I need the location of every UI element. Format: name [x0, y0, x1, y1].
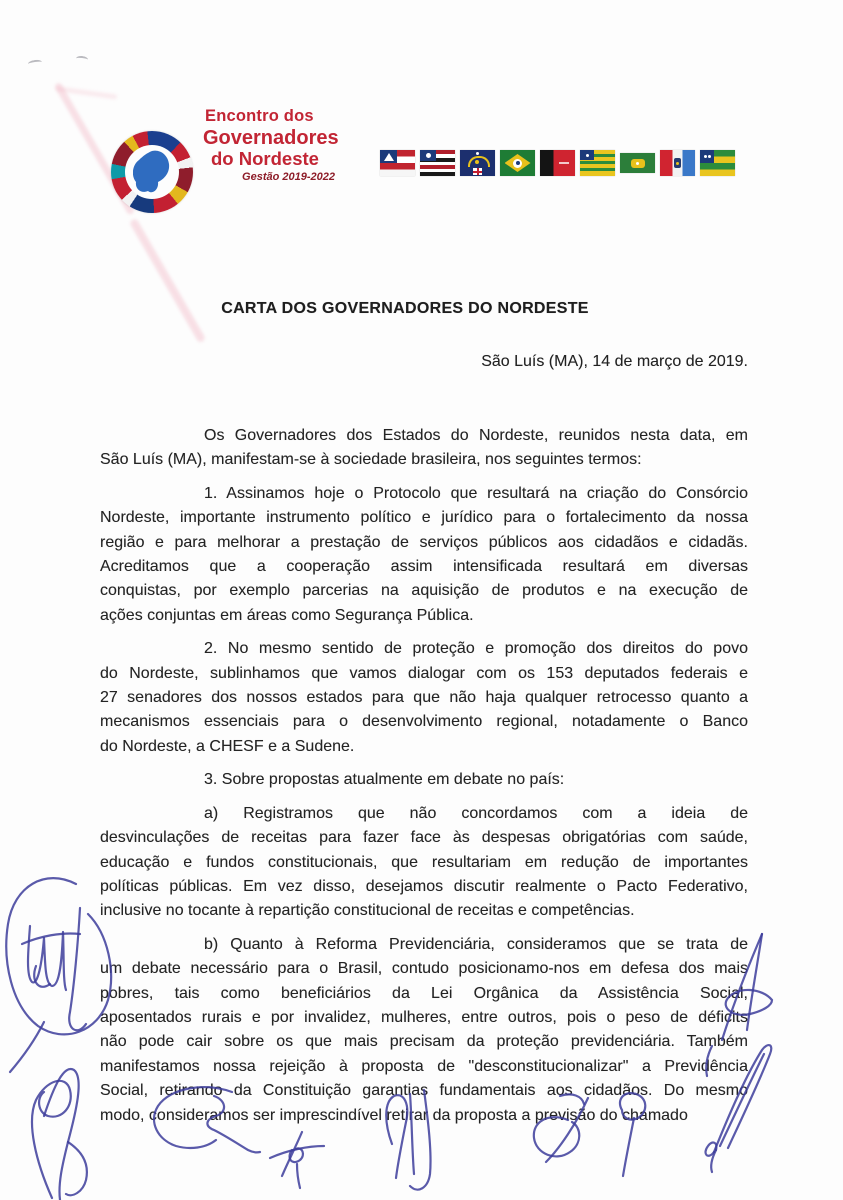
paragraph-intro — [100, 424, 748, 473]
text-line: São Luís (MA), manifestam-se à sociedade brasileira, nos seguintes termos: — [100, 451, 642, 469]
scan-speck — [76, 55, 89, 62]
text-line: Social, retirando da Constituição garantias fundamentais aos cidadãos. Do mesmo — [100, 1082, 748, 1100]
dateline: São Luís (MA), 14 de março de 2019. — [481, 353, 748, 370]
scan-speck — [28, 59, 43, 67]
text-line: conquistas, por exemplo parcerias na aquisição de produtos e na execução de — [100, 582, 748, 600]
page-title: CARTA DOS GOVERNADORES DO NORDESTE — [221, 300, 589, 317]
flag-piaui-icon — [580, 150, 615, 176]
text-line: b) Quanto à Reforma Previdenciária, consideramos que se trata de — [204, 935, 748, 953]
flag-sergipe-icon — [700, 150, 735, 176]
text-line: ações conjuntas em áreas como Segurança Pública. — [100, 606, 474, 624]
paragraph-item-3b — [100, 933, 748, 1128]
text-line: do Nordeste, a CHESF e a Sudene. — [100, 737, 355, 755]
letter-body — [100, 424, 748, 1137]
northeast-map-icon — [133, 148, 171, 196]
flag-ceara-icon — [500, 150, 535, 176]
pink-scan-streak — [129, 218, 206, 343]
text-line: a) Registramos que não concordamos com a ideia de — [204, 804, 748, 822]
flag-bahia-icon — [380, 150, 415, 176]
text-line: não pode cair sobre os que mais precisam da proteção previdenciária. Também — [100, 1033, 748, 1051]
text-line: educação e fundos constitucionais, que resultariam em redução de importantes — [100, 853, 748, 871]
paragraph-item-3a — [100, 802, 748, 924]
text-line: um debate necessário para o Brasil, contudo posicionamo-nos em defesa dos mais — [100, 960, 748, 978]
flag-maranhao-icon — [420, 150, 455, 176]
flag-paraiba-icon — [540, 150, 575, 176]
logo-line-gestao: Gestão 2019-2022 — [242, 171, 335, 183]
paragraph-item-2 — [100, 637, 748, 759]
state-flags-strip — [380, 149, 735, 177]
text-line: 3. Sobre propostas atualmente em debate no país: — [204, 771, 565, 789]
event-logo-text — [203, 107, 339, 183]
text-line: mecanismos essenciais para o desenvolvimento regional, notadamente o Banco — [100, 713, 748, 731]
logo-line-2: Governadores — [203, 126, 339, 149]
text-line: região e para melhorar a prestação de serviços públicos aos cidadãos e cidadãs. — [100, 533, 748, 551]
flag-rio-grande-do-norte-icon — [620, 153, 655, 173]
text-line: Os Governadores dos Estados do Nordeste, reunidos nesta data, em — [204, 427, 748, 444]
signature-4 — [270, 1132, 324, 1188]
text-line: manifestamos nossa rejeição à proposta de "desconstitucionalizar" a Previdência — [100, 1057, 748, 1075]
text-line: modo, consideramos ser imprescindível retirar da proposta a previsão do chamado — [100, 1106, 688, 1124]
text-line: 2. No mesmo sentido de proteção e promoção dos direitos do povo — [204, 640, 748, 658]
text-line: do Nordeste, sublinhamos que vamos dialogar com os 153 deputados federais e — [100, 664, 748, 682]
flag-alagoas-icon — [660, 150, 695, 176]
text-line: inclusive no tocante à repartição constitucional de receitas e competências. — [100, 902, 635, 920]
text-line: Nordeste, importante instrumento político e jurídico para o fortalecimento da nossa — [100, 509, 748, 527]
text-line: Acreditamos que a cooperação assim intensificada resultará em diversas — [100, 558, 748, 576]
logo-line-1: Encontro dos — [205, 107, 314, 125]
signature-1 — [6, 878, 111, 1072]
paragraph-item-1 — [100, 482, 748, 628]
text-line: aposentados rurais e por invalidez, mulheres, entre outros, pois o peso de déficits — [100, 1008, 748, 1026]
signature-2 — [32, 1069, 87, 1200]
text-line: 1. Assinamos hoje o Protocolo que resultará na criação do Consórcio — [204, 484, 748, 502]
logo-line-3: do Nordeste — [211, 147, 319, 169]
text-line: políticas públicas. Em vez disso, desejamos discutir realmente o Pacto Federativo, — [100, 877, 748, 895]
flag-pernambuco-icon — [460, 150, 495, 176]
text-line: 27 senadores dos nossos estados para que não haja qualquer retrocesso quanto a — [100, 689, 748, 707]
text-line: desvinculações de receitas para fazer face às despesas obrigatórias com saúde, — [100, 829, 748, 847]
text-line: pobres, tais como beneficiários da Lei Orgânica da Assistência Social, — [100, 984, 748, 1002]
paragraph-item-3 — [100, 768, 748, 792]
